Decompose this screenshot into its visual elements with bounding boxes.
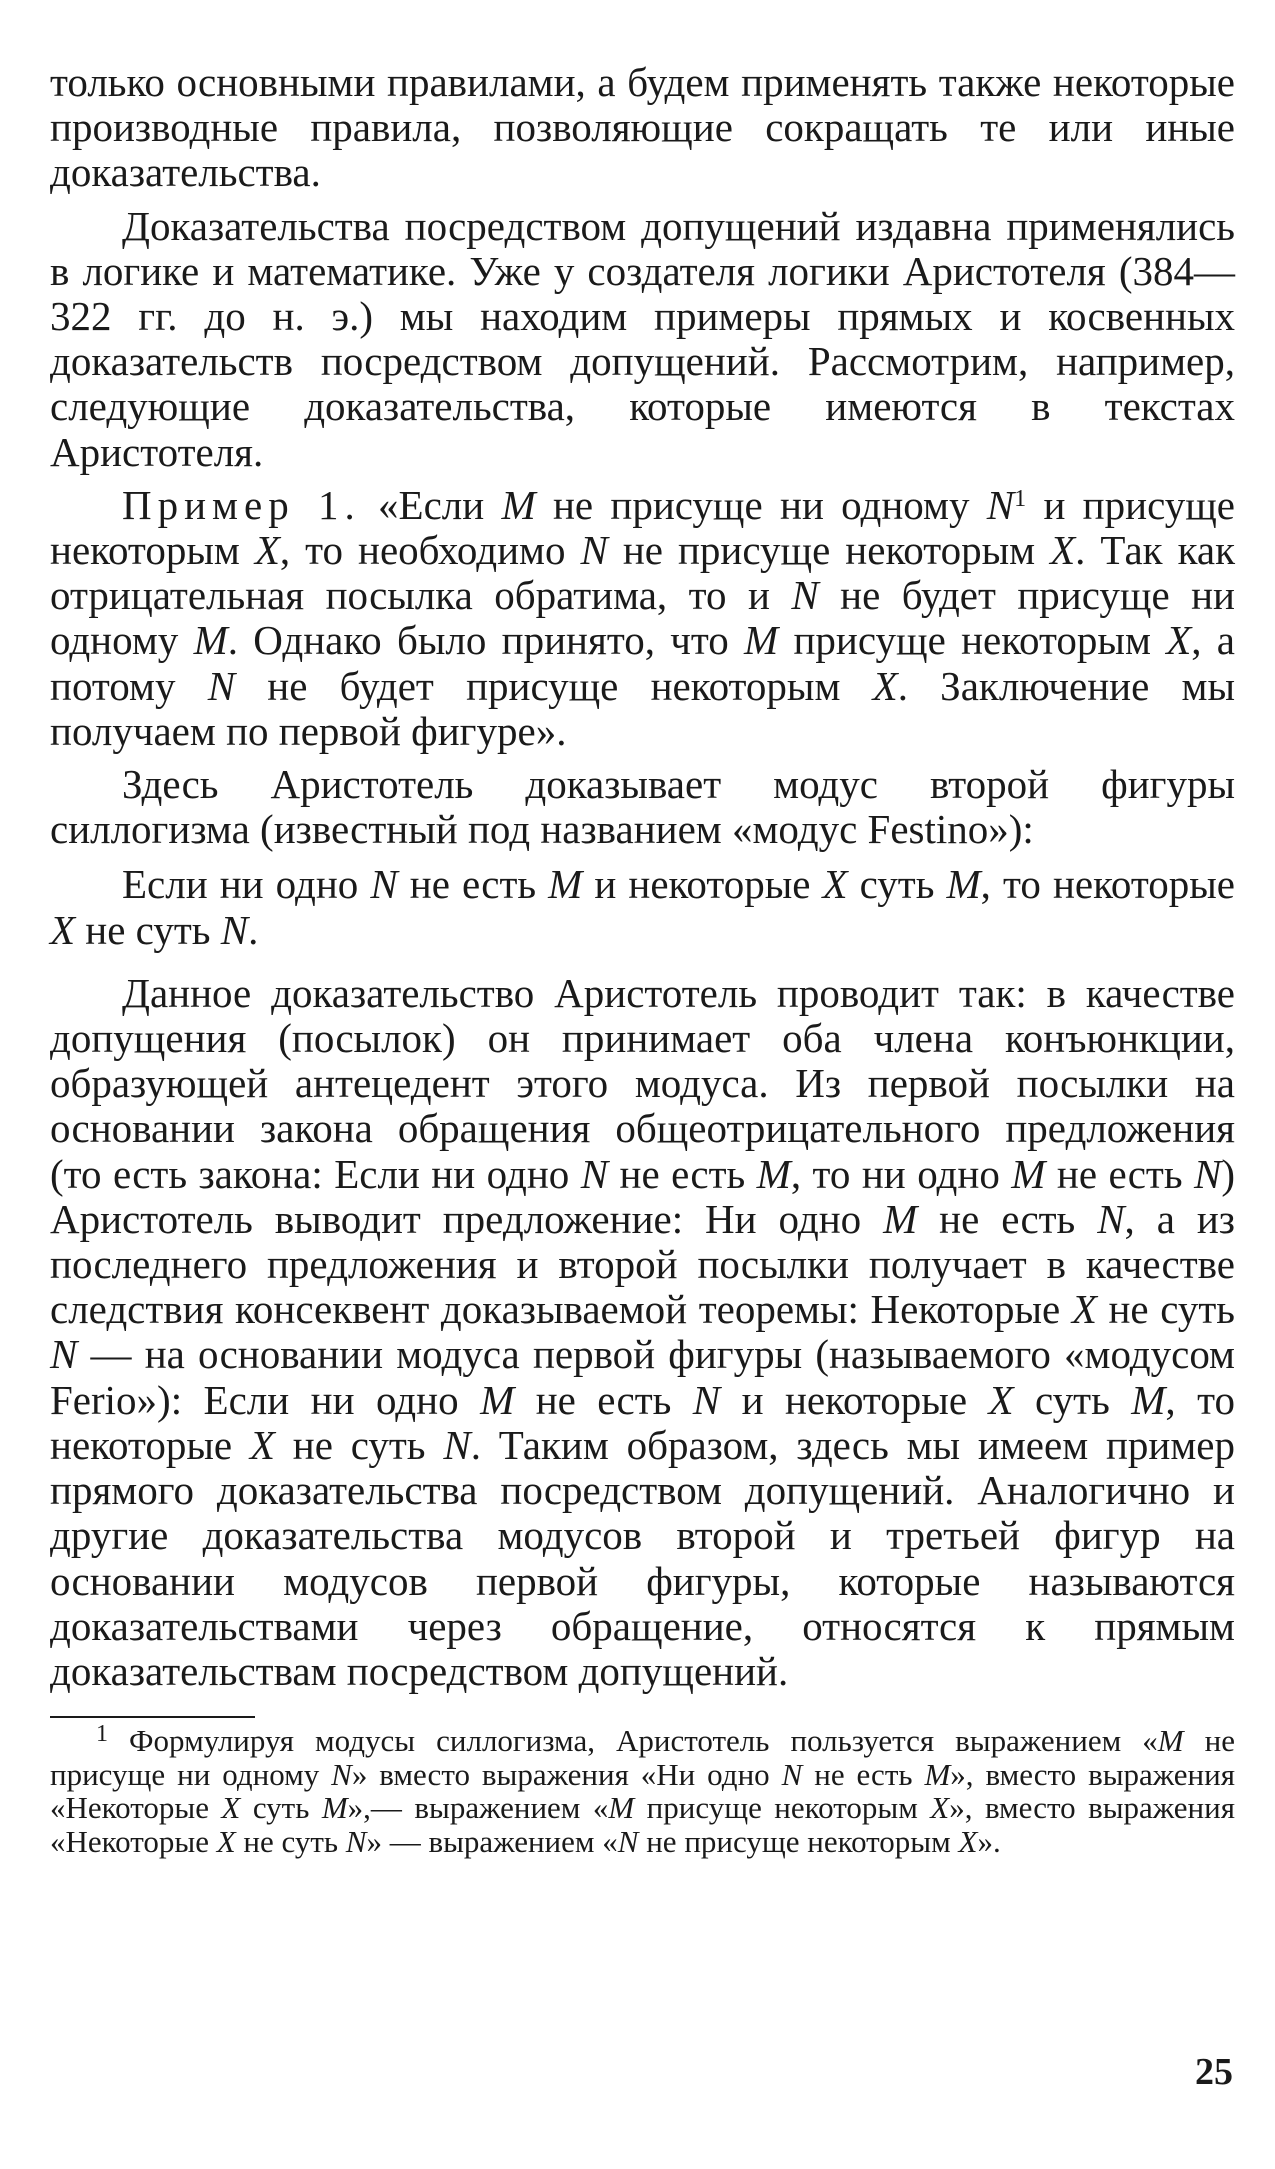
footnote-divider [50, 1716, 255, 1718]
example-label: Пример 1. [122, 481, 361, 528]
footnote-1: $^1$ Формулируя модусы силлогизма, Аристотель пользуется выражением «M не присуще ни одному N» вместо выражения «Ни одно N не есть M», вместо выражения «Некоторые X суть M»,— выражением «M присуще некоторым X», вместо выражения «Некоторые X не суть N» — выражением «N не присуще некоторым X». [50, 1721, 1235, 1859]
paragraph-festino: Здесь Аристотель доказывает модус второй фигуры силлогизма (известный под названием «модус Festino»): [50, 761, 1235, 853]
paragraph-proof: Данное доказательство Аристотель проводит так: в качестве допущения (посылок) он принимает оба члена конъюнкции, образующей антецедент этого модуса. Из первой посылки на основании закона обращения общеотрицательного предложения (то есть закона: Если ни одно N не есть M, то ни одно M не есть N) Аристотель выводит предложение: Ни одно M не есть N, а из последнего предложения и второй посылки получает в качестве следствия консеквент доказываемой теоремы: Некоторые X не суть N — на основании модуса первой фигуры (называемого «модусом Ferio»): Если ни одно M не есть N и некоторые X суть M, то некоторые X не суть N. Таким образом, здесь мы имеем пример прямого доказательства посредством допущений. Аналогично и другие доказательства модусов второй и третьей фигур на основании модусов первой фигуры, которые называются доказательствами через обращение, относятся к прямым доказательствам посредством допущений. [50, 969, 1236, 1694]
paragraph-aristotle-intro: Доказательства посредством допущений издавна применялись в логике и математике. Уже у создателя логики Аристотеля (384—322 гг. до н. э.) мы находим примеры прямых и косвенных доказательств посредством допущений. Рассмотрим, например, следующие доказательства, которые имеются в текстах Аристотеля. [50, 202, 1235, 475]
footnote-mark: 1 [96, 1721, 108, 1748]
footnote-ref: 1 [1014, 485, 1027, 512]
paragraph-continuation: только основными правилами, а будем применять также некоторые производные правила, позволяющие сокращать те или иные доказательства. [50, 59, 1235, 196]
page-number: 25 [1195, 2051, 1233, 2093]
formula-festino: Если ни одно N не есть M и некоторые X суть M, то некоторые X не суть N. [50, 861, 1236, 953]
page-body [50, 60, 1235, 1858]
paragraph-example-1: Пример 1. «Если M не присуще ни одному $N^1$ и присуще некоторым X, то необходимо N не присуще некоторым X. Так как отрицательная посылка обратима, то и N не будет присуще ни одному M. Однако было принято, что M присуще некоторым X, а потому N не будет присуще некоторым X. Заключение мы получаем по первой фигуре». [50, 481, 1235, 754]
